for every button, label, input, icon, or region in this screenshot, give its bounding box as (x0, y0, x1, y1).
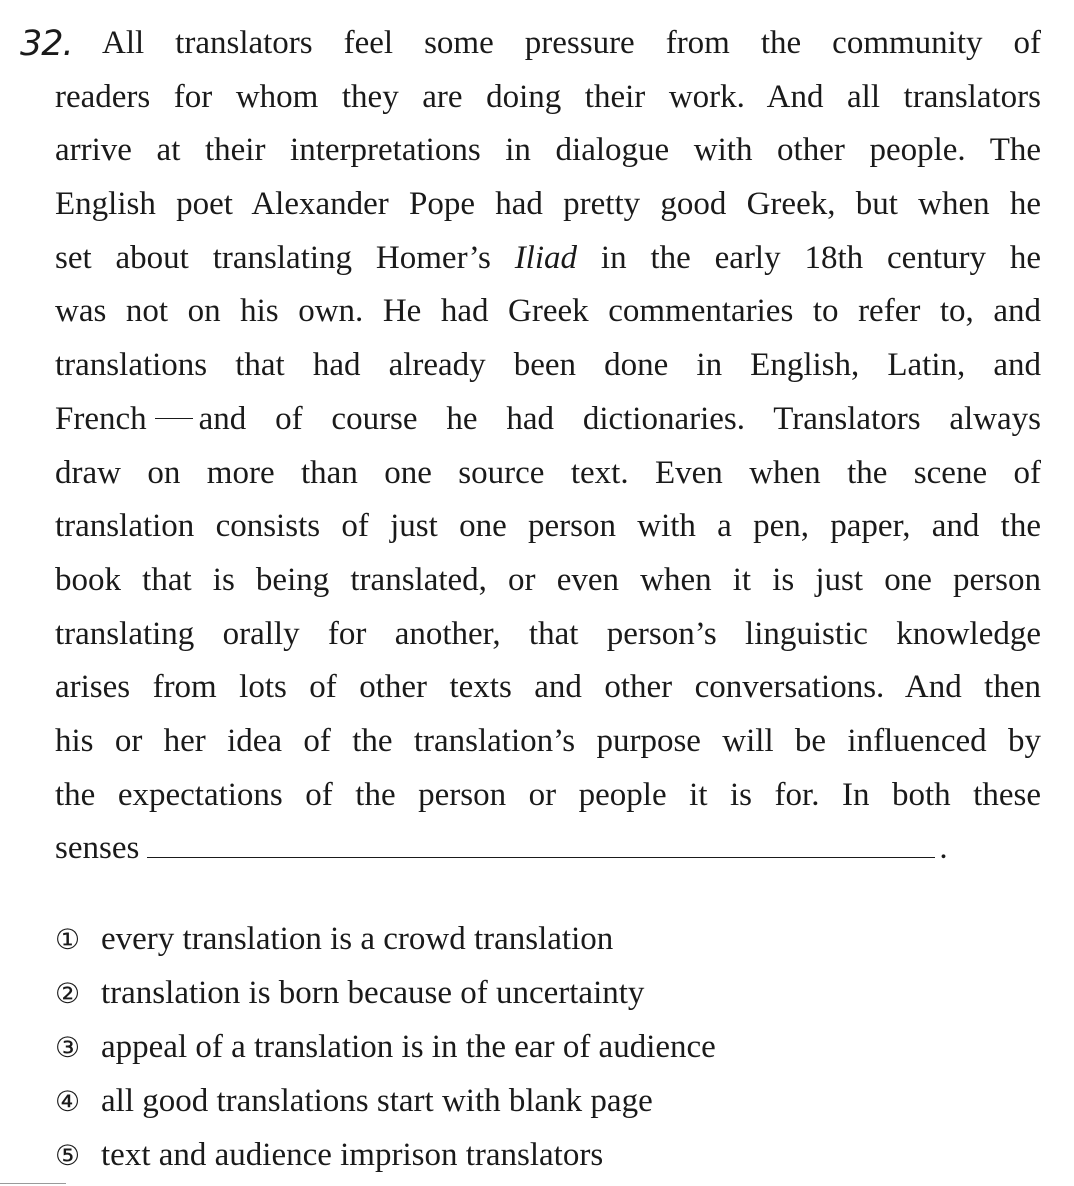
passage-line: book that is being translated, or even when it is just one person (55, 561, 1041, 598)
answer-blank (147, 833, 935, 858)
option-number-icon: ① (55, 923, 81, 956)
passage-line: arrive at their interpretations in dialogue with other people. The (55, 132, 1041, 169)
passage-line: translations that had already been done in English, Latin, and (55, 347, 1041, 384)
passage-text: senses (55, 830, 140, 867)
passage-text: French (55, 400, 147, 437)
option-number-icon: ③ (55, 1031, 81, 1064)
passage-line: arises from lots of other texts and other conversations. And then (55, 669, 1041, 706)
passage-line: All translators feel some pressure from the community of (102, 25, 1041, 61)
passage-line: translation consists of just one person with a pen, paper, and the (55, 508, 1041, 545)
answer-options (55, 912, 716, 1182)
passage-line: his or her idea of the translation’s purpose will be influenced by (55, 722, 1041, 759)
page-edge-rule (0, 1183, 66, 1184)
passage-line: draw on more than one source text. Even when the scene of (55, 454, 1041, 491)
blank-period: . (939, 830, 948, 867)
option-text: appeal of a translation is in the ear of audience (101, 1029, 716, 1065)
answer-option-2[interactable] (55, 966, 716, 1020)
passage-line (55, 232, 1041, 286)
option-number-icon: ② (55, 977, 81, 1010)
option-number-icon: ⑤ (55, 1139, 81, 1172)
passage-line: the expectations of the person or people it is for. In both these (55, 776, 1041, 813)
option-text: all good translations start with blank page (101, 1083, 653, 1119)
passage-line: English poet Alexander Pope had pretty good Greek, but when he (55, 186, 1041, 223)
answer-option-4[interactable] (55, 1074, 716, 1128)
em-dash (155, 418, 193, 419)
passage-text: and of course he had dictionaries. Translators always (198, 400, 1041, 437)
option-number-icon: ④ (55, 1085, 81, 1118)
passage-last-line (55, 822, 1041, 878)
option-text: text and audience imprison translators (101, 1137, 604, 1173)
passage (55, 17, 1041, 878)
answer-option-3[interactable] (55, 1020, 716, 1074)
passage-line: translating orally for another, that person’s linguistic knowledge (55, 615, 1041, 652)
question-number: 32. (20, 24, 73, 64)
option-text: translation is born because of uncertainty (101, 975, 645, 1011)
passage-line (55, 393, 1041, 447)
option-text: every translation is a crowd translation (101, 921, 614, 957)
passage-text: in the early 18th century he (600, 239, 1042, 276)
passage-line: was not on his own. He had Greek commentaries to refer to, and (55, 293, 1041, 330)
answer-option-5[interactable] (55, 1128, 716, 1182)
book-title: Iliad (514, 239, 578, 276)
passage-text: set about translating Homer’s (55, 239, 491, 276)
passage-line: readers for whom they are doing their work. And all translators (55, 78, 1041, 115)
answer-option-1[interactable] (55, 912, 716, 966)
